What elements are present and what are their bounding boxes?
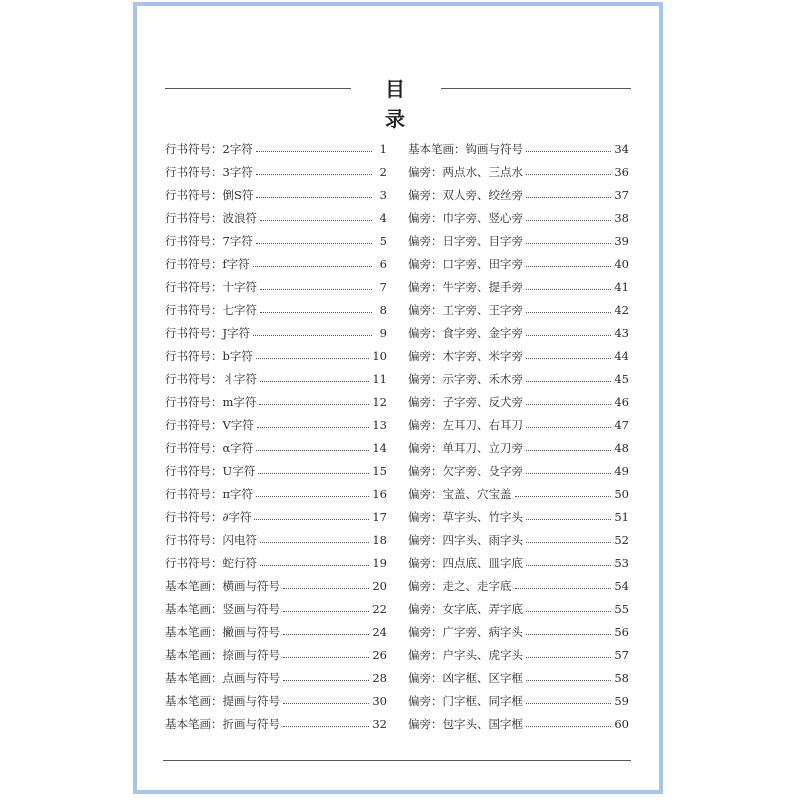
toc-entry-page: 47 <box>614 417 629 432</box>
toc-entry[interactable] <box>165 413 387 436</box>
toc-entry-label: 行书符号：7字符 <box>165 233 253 248</box>
dot-leader <box>526 726 611 727</box>
toc-entry-label: 偏旁：木字旁、米字旁 <box>408 348 523 363</box>
toc-entry[interactable] <box>165 206 387 229</box>
toc-entry[interactable] <box>165 574 387 597</box>
toc-entry-page: 14 <box>372 440 387 455</box>
dot-leader <box>526 565 611 566</box>
toc-entry-label: 偏旁：单耳刀、立刀旁 <box>408 440 523 455</box>
toc-entry-label: 行书符号：J字符 <box>165 325 251 340</box>
dot-leader <box>260 542 369 543</box>
dot-leader <box>526 427 611 428</box>
toc-entry[interactable] <box>408 390 629 413</box>
toc-entry-label: 偏旁：四字头、雨字头 <box>408 532 523 547</box>
dot-leader <box>256 243 372 244</box>
toc-entry-label: 偏旁：工字旁、王字旁 <box>408 302 523 317</box>
toc-entry-label: 行书符号：闪电符 <box>165 532 257 547</box>
toc-entry[interactable] <box>408 344 629 367</box>
dot-leader <box>515 496 612 497</box>
toc-entry-label: 基本笔画：横画与符号 <box>165 578 280 593</box>
toc-entry[interactable] <box>408 482 629 505</box>
dot-leader <box>256 197 372 198</box>
toc-entry-label: 行书符号：α字符 <box>165 440 254 455</box>
toc-entry[interactable] <box>165 183 387 206</box>
toc-entry[interactable] <box>165 666 387 689</box>
toc-entry[interactable] <box>408 275 629 298</box>
toc-entry[interactable] <box>165 643 387 666</box>
dot-leader <box>254 519 369 520</box>
title-rule-left <box>165 88 351 89</box>
toc-entry[interactable] <box>408 321 629 344</box>
dot-leader <box>526 220 611 221</box>
toc-entry-label: 偏旁：左耳刀、右耳刀 <box>408 417 523 432</box>
toc-entry-page: 36 <box>614 164 629 179</box>
toc-entry[interactable] <box>408 459 629 482</box>
toc-entry-page: 11 <box>372 371 387 386</box>
dot-leader <box>526 174 611 175</box>
toc-entry-page: 50 <box>614 486 629 501</box>
toc-entry[interactable] <box>408 505 629 528</box>
dot-leader <box>257 427 370 428</box>
dot-leader <box>253 335 372 336</box>
toc-entry-page: 45 <box>614 371 629 386</box>
toc-entry-label: 行书符号：倒S符 <box>165 187 254 202</box>
dot-leader <box>283 588 369 589</box>
toc-entry[interactable] <box>165 459 387 482</box>
toc-entry[interactable] <box>165 482 387 505</box>
toc-entry-page: 57 <box>614 647 629 662</box>
toc-entry[interactable] <box>408 229 629 252</box>
dot-leader <box>260 565 369 566</box>
toc-entry-label: 行书符号：U字符 <box>165 463 256 478</box>
toc-entry-page: 59 <box>614 693 629 708</box>
toc-entry-label: 偏旁：女字底、弄字底 <box>408 601 523 616</box>
toc-entry-page: 52 <box>614 532 629 547</box>
toc-entry-page: 56 <box>614 624 629 639</box>
toc-entry-page: 41 <box>614 279 629 294</box>
dot-leader <box>253 266 372 267</box>
dot-leader <box>526 657 611 658</box>
toc-entry-label: 行书符号：3字符 <box>165 164 253 179</box>
toc-entry-page: 9 <box>379 325 387 340</box>
toc-entry-label: 行书符号：∂字符 <box>165 509 252 524</box>
toc-entry-page: 42 <box>614 302 629 317</box>
dot-leader <box>260 220 372 221</box>
toc-entry[interactable] <box>408 689 629 712</box>
dot-leader <box>260 312 372 313</box>
toc-entry-page: 55 <box>614 601 629 616</box>
toc-entry-label: 偏旁：牛字旁、提手旁 <box>408 279 523 294</box>
toc-entry-label: 基本笔画：折画与符号 <box>165 716 280 731</box>
toc-entry[interactable] <box>165 367 387 390</box>
toc-entry[interactable] <box>165 321 387 344</box>
toc-entry[interactable] <box>408 413 629 436</box>
toc-entry-label: 行书符号：丬字符 <box>165 371 257 386</box>
toc-entry-page: 54 <box>614 578 629 593</box>
dot-leader <box>283 634 369 635</box>
toc-entry-page: 51 <box>614 509 629 524</box>
toc-entry-page: 4 <box>379 210 387 225</box>
toc-entry-page: 58 <box>614 670 629 685</box>
dot-leader <box>258 473 369 474</box>
toc-entry[interactable] <box>165 551 387 574</box>
toc-header <box>165 74 631 131</box>
toc-entry-label: 偏旁：草字头、竹字头 <box>408 509 523 524</box>
toc-entry[interactable] <box>165 275 387 298</box>
toc-entry[interactable] <box>408 298 629 321</box>
dot-leader <box>283 657 369 658</box>
dot-leader <box>260 289 372 290</box>
toc-entry-label: 行书符号：蛇行符 <box>165 555 257 570</box>
toc-entry-label: 偏旁：食字旁、金字旁 <box>408 325 523 340</box>
toc-entry-page: 40 <box>614 256 629 271</box>
toc-entry-label: 偏旁：门字框、同字框 <box>408 693 523 708</box>
toc-entry[interactable] <box>165 436 387 459</box>
toc-entry-label: 偏旁：户字头、虎字头 <box>408 647 523 662</box>
toc-entry-label: 行书符号：f字符 <box>165 256 250 271</box>
toc-entry[interactable] <box>408 160 629 183</box>
toc-entry-page: 24 <box>372 624 387 639</box>
dot-leader <box>526 243 611 244</box>
dot-leader <box>526 266 611 267</box>
toc-entry-page: 7 <box>379 279 387 294</box>
toc-entry-page: 60 <box>614 716 629 731</box>
dot-leader <box>526 289 611 290</box>
toc-entry-label: 偏旁：两点水、三点水 <box>408 164 523 179</box>
toc-entry-page: 17 <box>372 509 387 524</box>
toc-entry-page: 34 <box>614 141 629 156</box>
dot-leader <box>256 151 372 152</box>
toc-entry-label: 偏旁：宝盖、穴宝盖 <box>408 486 512 501</box>
dot-leader <box>526 519 611 520</box>
toc-entry-page: 10 <box>372 348 387 363</box>
toc-entry-page: 19 <box>372 555 387 570</box>
toc-entry[interactable] <box>408 183 629 206</box>
toc-entry-label: 行书符号：2字符 <box>165 141 253 156</box>
toc-entry-page: 2 <box>379 164 387 179</box>
toc-entry-label: 偏旁：欠字旁、殳字旁 <box>408 463 523 478</box>
toc-entry-label: 偏旁：走之、走字底 <box>408 578 512 593</box>
toc-entry-page: 30 <box>372 693 387 708</box>
toc-entry-label: 行书符号：b字符 <box>165 348 253 363</box>
toc-entry[interactable] <box>165 298 387 321</box>
toc-entry-page: 1 <box>379 141 387 156</box>
toc-entry[interactable] <box>165 712 387 735</box>
toc-entry[interactable] <box>408 528 629 551</box>
toc-entry-label: 偏旁：巾字旁、竖心旁 <box>408 210 523 225</box>
dot-leader <box>256 358 369 359</box>
toc-entry-page: 8 <box>379 302 387 317</box>
toc-entry-label: 基本笔画：撇画与符号 <box>165 624 280 639</box>
dot-leader <box>526 703 611 704</box>
toc-entry-page: 12 <box>372 394 387 409</box>
toc-entry-label: 偏旁：四点底、皿字底 <box>408 555 523 570</box>
dot-leader <box>283 680 369 681</box>
toc-entry[interactable] <box>408 597 629 620</box>
toc-entry-page: 28 <box>372 670 387 685</box>
toc-entry[interactable] <box>408 436 629 459</box>
toc-entry-page: 15 <box>372 463 387 478</box>
toc-entry[interactable] <box>408 666 629 689</box>
toc-entry[interactable] <box>165 597 387 620</box>
dot-leader <box>260 381 369 382</box>
toc-entry[interactable] <box>165 137 387 160</box>
toc-entry-page: 5 <box>379 233 387 248</box>
toc-entry-label: 基本笔画：提画与符号 <box>165 693 280 708</box>
toc-entry-label: 基本笔画：点画与符号 <box>165 670 280 685</box>
dot-leader <box>259 404 369 405</box>
toc-entry[interactable] <box>408 551 629 574</box>
toc-entry-page: 39 <box>614 233 629 248</box>
toc-entry[interactable] <box>165 620 387 643</box>
toc-entry-page: 38 <box>614 210 629 225</box>
dot-leader <box>526 450 611 451</box>
toc-entry-label: 偏旁：包字头、国字框 <box>408 716 523 731</box>
toc-entry-page: 3 <box>379 187 387 202</box>
toc-entry[interactable] <box>165 689 387 712</box>
dot-leader <box>256 450 369 451</box>
toc-entry[interactable] <box>408 206 629 229</box>
dot-leader <box>283 611 369 612</box>
toc-entry-page: 20 <box>372 578 387 593</box>
toc-entry[interactable] <box>165 505 387 528</box>
dot-leader <box>526 473 611 474</box>
toc-entry[interactable] <box>408 620 629 643</box>
toc-entry-label: 行书符号：m字符 <box>165 394 257 409</box>
toc-entry-page: 32 <box>372 716 387 731</box>
toc-entry[interactable] <box>165 344 387 367</box>
toc-entry-label: 偏旁：示字旁、禾木旁 <box>408 371 523 386</box>
toc-entry[interactable] <box>165 229 387 252</box>
toc-entry-page: 43 <box>614 325 629 340</box>
toc-entry-page: 22 <box>372 601 387 616</box>
toc-entry-page: 13 <box>372 417 387 432</box>
dot-leader <box>526 542 611 543</box>
toc-entry-label: 偏旁：子字旁、反犬旁 <box>408 394 523 409</box>
dot-leader <box>515 588 612 589</box>
dot-leader <box>526 151 611 152</box>
toc-entry[interactable] <box>408 252 629 275</box>
toc-entry-page: 53 <box>614 555 629 570</box>
toc-right-column <box>408 137 629 735</box>
toc-entry-page: 37 <box>614 187 629 202</box>
toc-entry-label: 偏旁：广字旁、病字头 <box>408 624 523 639</box>
toc-entry-page: 18 <box>372 532 387 547</box>
dot-leader <box>283 703 369 704</box>
toc-entry-label: 偏旁：凶字框、区字框 <box>408 670 523 685</box>
toc-entry-label: 基本笔画：竖画与符号 <box>165 601 280 616</box>
toc-entry-page: 6 <box>379 256 387 271</box>
toc-entry[interactable] <box>165 160 387 183</box>
toc-entry-label: 行书符号：π字符 <box>165 486 254 501</box>
toc-entry-page: 49 <box>614 463 629 478</box>
toc-entry-label: 行书符号：V字符 <box>165 417 254 432</box>
toc-entry-page: 16 <box>372 486 387 501</box>
toc-entry[interactable] <box>165 528 387 551</box>
toc-entry-label: 行书符号：波浪符 <box>165 210 257 225</box>
toc-entry-page: 26 <box>372 647 387 662</box>
dot-leader <box>256 496 369 497</box>
title-rule-right <box>441 88 631 89</box>
dot-leader <box>526 634 611 635</box>
bottom-rule <box>163 760 631 761</box>
toc-entry-page: 46 <box>614 394 629 409</box>
dot-leader <box>526 197 611 198</box>
dot-leader <box>526 404 611 405</box>
dot-leader <box>526 381 611 382</box>
dot-leader <box>526 611 611 612</box>
toc-entry[interactable] <box>165 252 387 275</box>
toc-entry-label: 行书符号：七字符 <box>165 302 257 317</box>
dot-leader <box>256 174 372 175</box>
dot-leader <box>526 680 611 681</box>
toc-entry-page: 48 <box>614 440 629 455</box>
dot-leader <box>526 358 611 359</box>
toc-entry-label: 偏旁：双人旁、绞丝旁 <box>408 187 523 202</box>
dot-leader <box>283 726 369 727</box>
toc-entry[interactable] <box>408 643 629 666</box>
dot-leader <box>526 335 611 336</box>
toc-entry[interactable] <box>408 137 629 160</box>
toc-entry-label: 基本笔画：捺画与符号 <box>165 647 280 662</box>
toc-entry-label: 偏旁：日字旁、目字旁 <box>408 233 523 248</box>
toc-entry-label: 基本笔画：钩画与符号 <box>408 141 523 156</box>
toc-entry-label: 偏旁：口字旁、田字旁 <box>408 256 523 271</box>
toc-left-column <box>165 137 387 735</box>
dot-leader <box>526 312 611 313</box>
toc-entry-label: 行书符号：十字符 <box>165 279 257 294</box>
toc-entry[interactable] <box>408 367 629 390</box>
page-title: 目 录 <box>385 77 417 131</box>
toc-entry-page: 44 <box>614 348 629 363</box>
toc-entry[interactable] <box>408 712 629 735</box>
toc-entry[interactable] <box>165 390 387 413</box>
toc-entry[interactable] <box>408 574 629 597</box>
